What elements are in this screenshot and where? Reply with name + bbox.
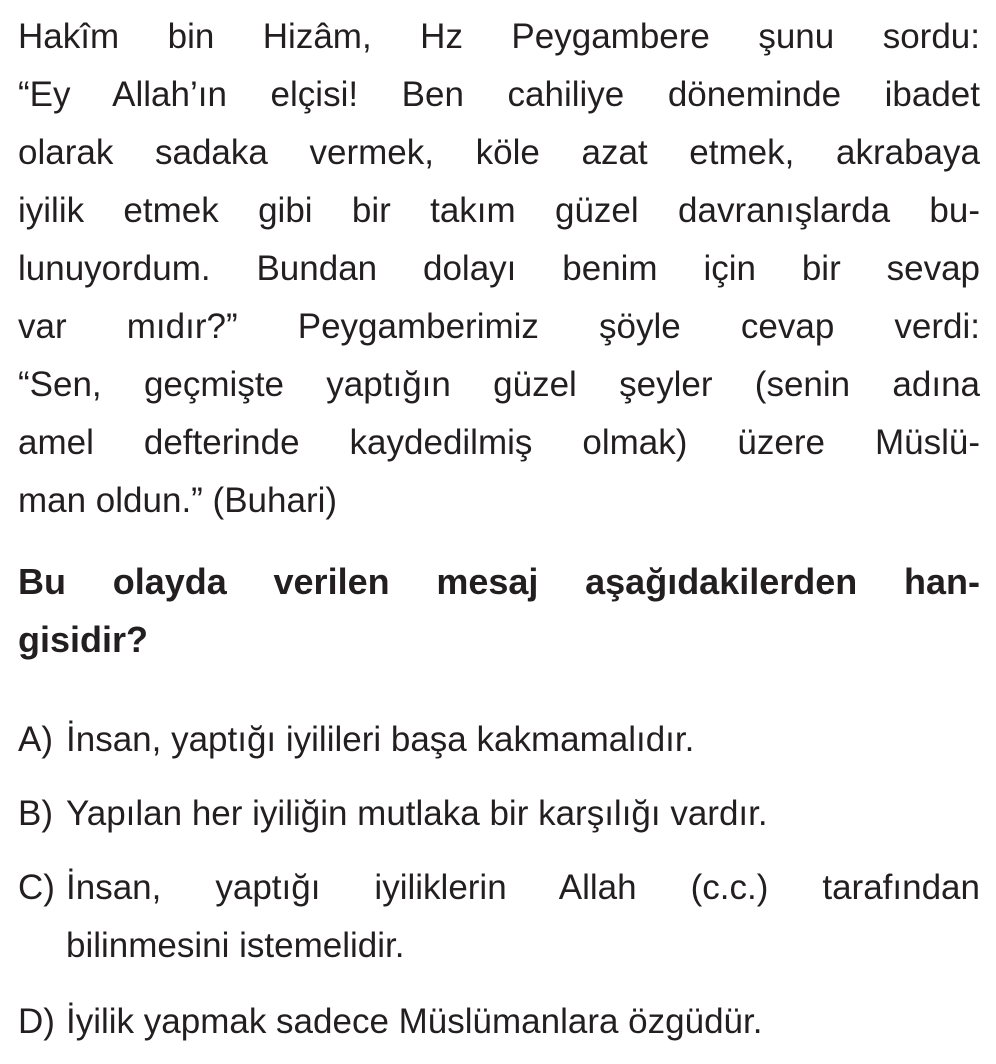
passage-line: lunuyordum. Bundan dolayı benim için bir sevap — [18, 249, 980, 288]
option-letter: A) — [18, 720, 53, 759]
option-letter: D) — [18, 1002, 55, 1041]
option-c-continued[interactable] — [18, 917, 980, 975]
option-a[interactable] — [18, 711, 980, 769]
passage-line: “Ey Allah’ın elçisi! Ben cahiliye döneminde ibadet — [18, 75, 980, 114]
passage-line: olarak sadaka vermek, köle azat etmek, akrabaya — [18, 133, 980, 172]
question-line: Bu olayda verilen mesaj aşağıdakilerden han- — [18, 561, 980, 602]
option-d[interactable] — [18, 993, 980, 1051]
passage-line: amel defterinde kaydedilmiş olmak) üzere Müslü- — [18, 423, 980, 462]
option-text: bilinmesini istemelidir. — [66, 926, 405, 965]
option-letter: C) — [18, 868, 55, 907]
passage-line: Hakîm bin Hizâm, Hz Peygambere şunu sordu: — [18, 17, 980, 56]
option-text: İnsan, yaptığı iyiliklerin Allah (c.c.) tarafından — [66, 868, 980, 907]
passage-line: iyilik etmek gibi bir takım güzel davranışlarda bu- — [18, 191, 980, 230]
option-text: İyilik yapmak sadece Müslümanlara özgüdür. — [66, 1002, 763, 1041]
option-letter: B) — [18, 794, 53, 833]
option-text: Yapılan her iyiliğin mutlaka bir karşılığı vardır. — [66, 794, 768, 833]
option-c[interactable] — [18, 859, 980, 917]
option-text: İnsan, yaptığı iyilileri başa kakmamalıdır. — [66, 720, 695, 759]
option-b[interactable] — [18, 785, 980, 843]
passage-line: man oldun.” (Buhari) — [18, 481, 338, 520]
question-line: gisidir? — [18, 619, 149, 660]
passage-line: var mıdır?” Peygamberimiz şöyle cevap verdi: — [18, 307, 980, 346]
passage-line: “Sen, geçmişte yaptığın güzel şeyler (senin adına — [18, 365, 980, 404]
